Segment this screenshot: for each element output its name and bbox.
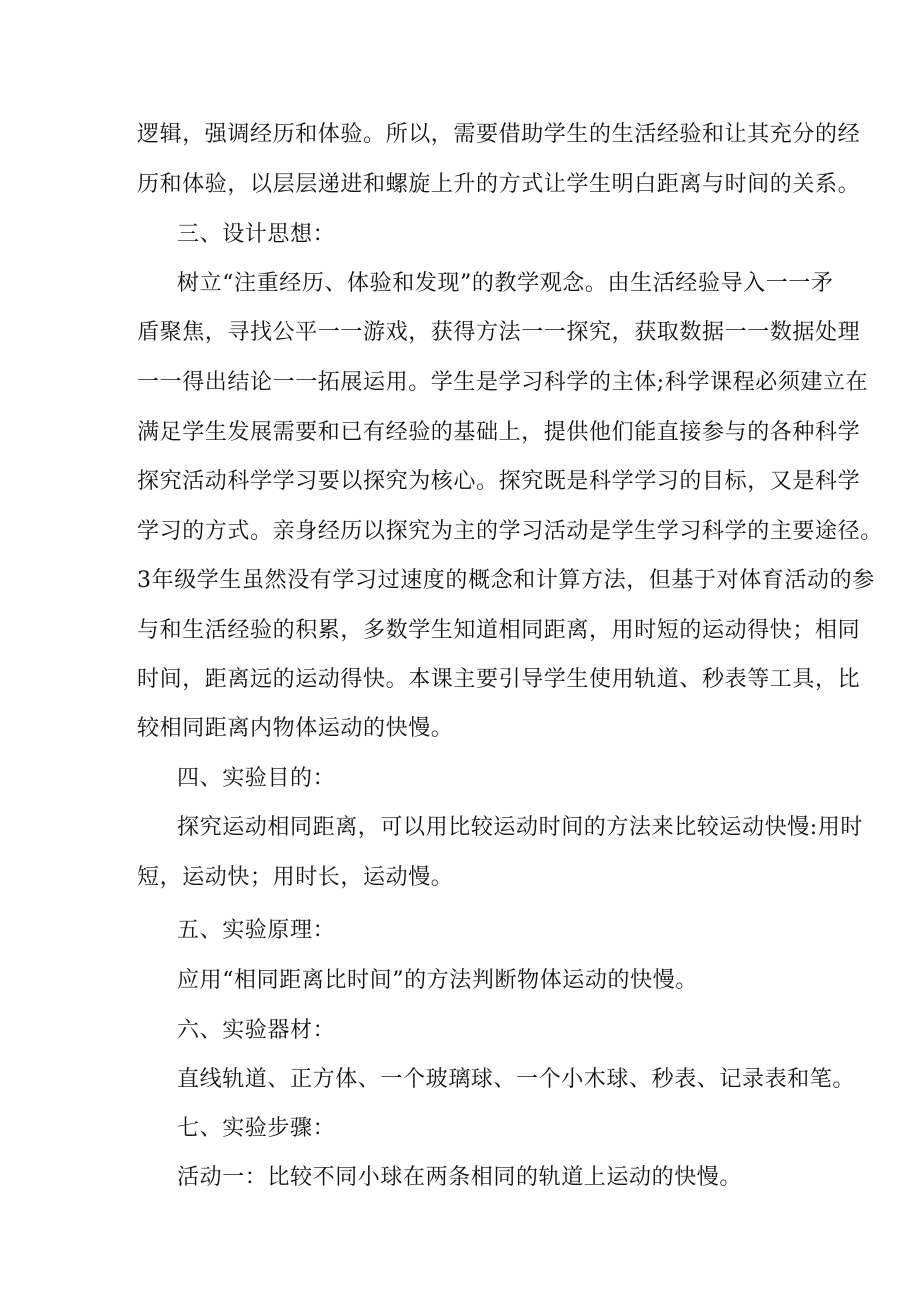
paragraph-line: 时间，距离远的运动得快。本课主要引导学生使用轨道、秒表等工具，比 [137,667,861,692]
paragraph-line: 直线轨道、正方体、一个玻璃球、一个小木球、秒表、记录表和笔。 [177,1067,856,1092]
section-heading-experiment-principle: 五、实验原理： [177,918,336,943]
paragraph-line: 历和体验，以层层递进和螺旋上升的方式让学生明白距离与时间的关系。 [137,172,861,197]
paragraph-line: 3年级学生虽然没有学习过速度的概念和计算方法，但基于对体育活动的参 [137,568,875,593]
paragraph-line: 一一得出结论一一拓展运用。学生是学习科学的主体;科学课程必须建立在 [137,370,869,395]
paragraph-line: 学习的方式。亲身经历以探究为主的学习活动是学生学习科学的主要途径。 [137,519,883,544]
section-heading-experiment-purpose: 四、实验目的： [177,766,336,791]
paragraph-line: 盾聚焦，寻找公平一一游戏，获得方法一一探究，获取数据一一数据处理 [137,320,861,345]
paragraph-line: 应用“相同距离比时间”的方法判断物体运动的快慢。 [177,968,698,993]
paragraph-line: 探究活动科学学习要以探究为核心。探究既是科学学习的目标，又是科学 [137,469,861,494]
section-heading-design-idea: 三、设计思想： [177,222,336,247]
paragraph-line: 短，运动快；用时长，运动慢。 [137,865,454,890]
paragraph-line: 与和生活经验的积累，多数学生知道相同距离，用时短的运动得快；相同 [137,618,861,643]
paragraph-line: 活动一：比较不同小球在两条相同的轨道上运动的快慢。 [177,1165,743,1190]
paragraph-line: 满足学生发展需要和已有经验的基础上，提供他们能直接参与的各种科学 [137,420,861,445]
paragraph-line: 树立“注重经历、体验和发现”的教学观念。由生活经验导入一一矛 [177,271,834,296]
section-heading-experiment-steps: 七、实验步骤： [177,1116,336,1141]
paragraph-line: 探究运动相同距离，可以用比较运动时间的方法来比较运动快慢:用时 [177,815,864,840]
paragraph-line: 较相同距离内物体运动的快慢。 [137,716,454,741]
section-heading-experiment-equipment: 六、实验器材： [177,1018,336,1043]
paragraph-line: 逻辑，强调经历和体验。所以，需要借助学生的生活经验和让其充分的经 [137,122,861,147]
